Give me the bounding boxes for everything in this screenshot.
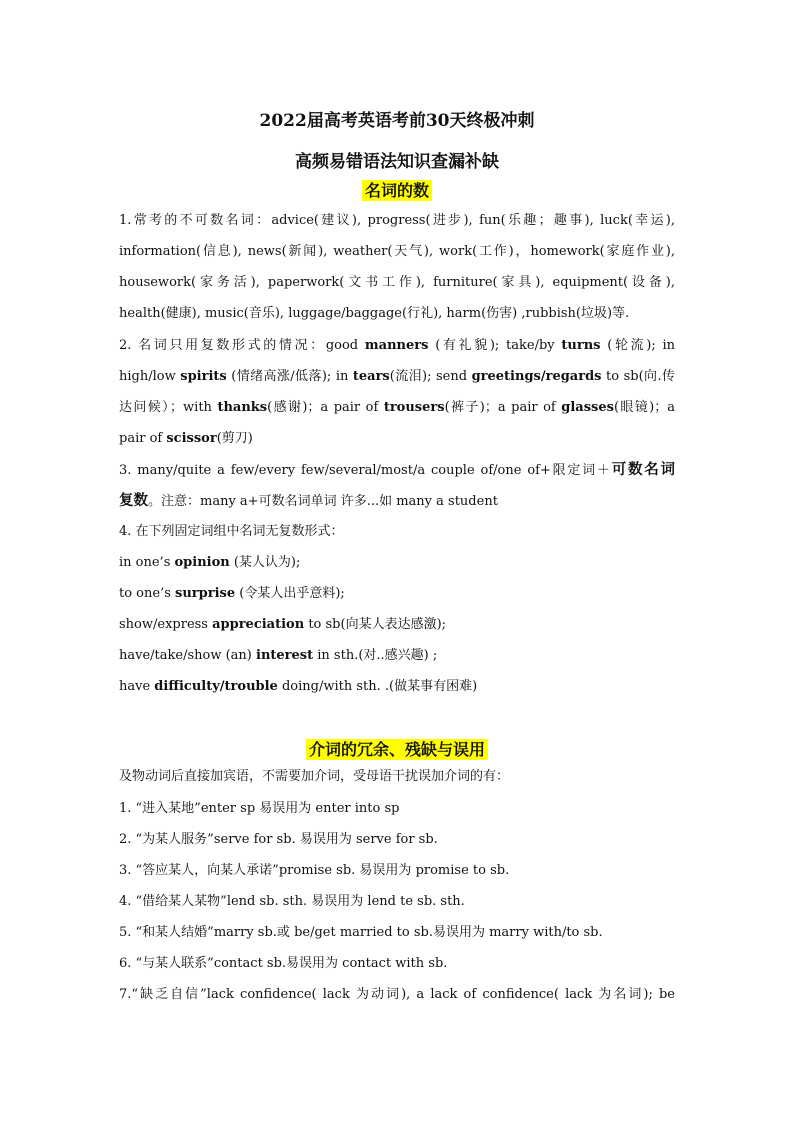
- text-run: (情绪高涨/低落); in: [226, 369, 353, 384]
- list-item: 7.“缺乏自信”lack confidence( lack 为动词), a lack of confidence( lack 为名词); be: [119, 987, 675, 1002]
- paragraph-line: 1.常考的不可数名词：advice(建议), progress(进步), fun(乐趣；趣事), luck(幸运),: [119, 213, 675, 228]
- highlighted-heading: 名词的数: [362, 180, 432, 201]
- text-run: have/take/show (an): [119, 648, 256, 663]
- paragraph-line: health(健康), music(音乐), luggage/baggage(行礼), harm(伤害) ,rubbish(垃圾)等.: [119, 306, 630, 321]
- text-run: 达问候）；with: [119, 400, 218, 415]
- text-run: (流泪); send: [389, 369, 472, 384]
- bold-term: difficulty/trouble: [154, 679, 278, 694]
- list-item: 2. “为某人服务”serve for sb. 易误用为 serve for sb.: [119, 832, 438, 847]
- list-item: 5. “和某人结婚”marry sb.或 be/get married to sb.易误用为 marry with/to sb.: [119, 925, 603, 940]
- text-run: in one’s: [119, 555, 175, 570]
- text-run: show/express: [119, 617, 213, 632]
- text-run: (眼镜)；a: [613, 400, 676, 415]
- document-title: 2022届高考英语考前30天终极冲刺: [259, 111, 535, 131]
- bold-term: manners: [364, 338, 429, 353]
- paragraph-line: [119, 368, 675, 386]
- paragraph-line: information(信息), news(新闻), weather(天气), work(工作)，homework(家庭作业),: [119, 244, 675, 259]
- text-run: (裤子)；a pair of: [444, 400, 562, 415]
- text-run: (轮流); in: [600, 338, 676, 353]
- document-subtitle: 高频易错语法知识查漏补缺: [295, 152, 499, 172]
- text-run: (剪刀): [216, 431, 253, 446]
- section-heading-noun-number: [0, 178, 794, 201]
- bold-term: spirits: [180, 369, 227, 384]
- paragraph-line: [119, 616, 675, 634]
- bold-term: 可数名词: [611, 461, 675, 478]
- paragraph-line: [119, 647, 675, 665]
- text-run: have: [119, 679, 155, 694]
- paragraph-line: [119, 430, 675, 448]
- highlighted-heading: 介词的冗余、残缺与误用: [306, 739, 488, 760]
- text-run: to one’s: [119, 586, 176, 601]
- bold-term: turns: [561, 338, 601, 353]
- text-run: (某人认为);: [229, 555, 301, 570]
- bold-term: appreciation: [212, 617, 305, 632]
- text-run: pair of: [119, 431, 167, 446]
- paragraph-line: [119, 337, 675, 355]
- paragraph-line: 及物动词后直接加宾语，不需要加介词，受母语干扰误加介词的有：: [119, 769, 510, 784]
- text-run: in sth.(对..感兴趣) ;: [313, 648, 438, 663]
- text-run: doing/with sth. .(做某事有困难): [277, 679, 478, 694]
- bold-term: tears: [352, 369, 390, 384]
- bold-term: thanks: [217, 400, 268, 415]
- text-run: 2. 名词只用复数形式的情况：good: [119, 338, 365, 353]
- text-run: 3. many/quite a few/every few/several/most/a couple of/one of+限定词＋: [119, 463, 612, 478]
- paragraph-line: [119, 554, 675, 572]
- text-run: (有礼貌); take/by: [428, 338, 562, 353]
- list-item: 6. “与某人联系”contact sb.易误用为 contact with sb.: [119, 956, 448, 971]
- bold-term: interest: [256, 648, 314, 663]
- paragraph-line: [119, 461, 675, 480]
- paragraph-line: 4. 在下列固定词组中名词无复数形式：: [119, 524, 344, 539]
- paragraph-line: housework(家务活), paperwork(文书工作), furniture(家具), equipment(设备),: [119, 275, 675, 290]
- bold-term: scissor: [166, 431, 217, 446]
- list-item: 3. “答应某人，向某人承诺”promise sb. 易误用为 promise to sb.: [119, 863, 510, 878]
- paragraph-line: [119, 678, 675, 696]
- text-run: to sb(向.传: [601, 369, 675, 384]
- text-run: to sb(向某人表达感激);: [304, 617, 447, 632]
- bold-term: 复数: [119, 492, 148, 509]
- bold-term: glasses: [561, 400, 614, 415]
- text-run: (感谢)；a pair of: [267, 400, 384, 415]
- section-heading-prepositions: [0, 737, 794, 760]
- paragraph-line: [119, 585, 675, 603]
- text-run: 。注意：many a+可数名词单词 许多...如 many a student: [148, 494, 498, 509]
- bold-term: trousers: [383, 400, 445, 415]
- text-run: high/low: [119, 369, 181, 384]
- bold-term: greetings/regards: [471, 369, 602, 384]
- paragraph-line: [119, 399, 675, 417]
- text-run: (令某人出乎意料);: [235, 586, 345, 601]
- list-item: 4. “借给某人某物”lend sb. sth. 易误用为 lend te sb. sth.: [119, 894, 465, 909]
- list-item: 1. “进入某地”enter sp 易误用为 enter into sp: [119, 801, 400, 816]
- bold-term: surprise: [175, 586, 236, 601]
- paragraph-line: [119, 492, 675, 511]
- bold-term: opinion: [174, 555, 230, 570]
